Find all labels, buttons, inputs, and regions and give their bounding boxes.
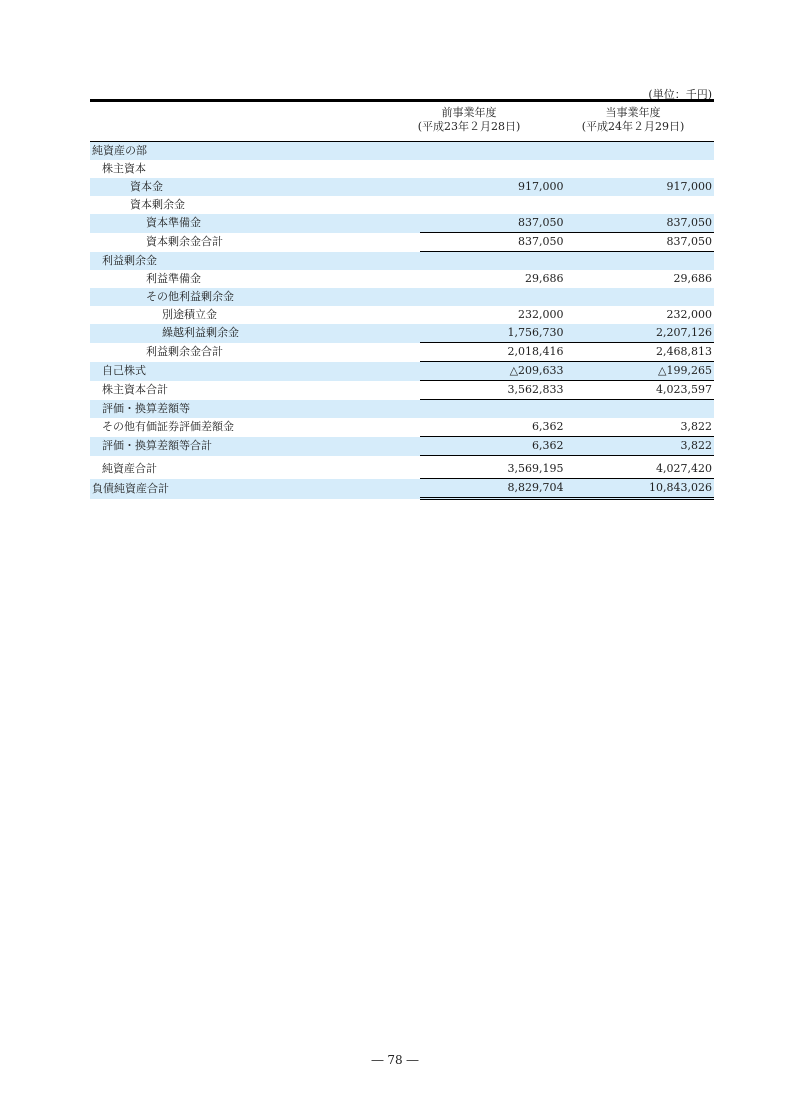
- table-row: [90, 324, 714, 343]
- curr-value: [566, 196, 714, 214]
- prev-value: 3,562,833: [420, 381, 566, 400]
- prev-value: [420, 142, 566, 160]
- prev-value: [420, 196, 566, 214]
- table-header: [90, 104, 714, 140]
- table-row: [90, 233, 714, 252]
- row-label: 利益剰余金: [90, 252, 420, 271]
- row-label: その他利益剰余金: [90, 288, 420, 306]
- curr-value: 4,023,597: [566, 381, 714, 400]
- curr-value: 3,822: [566, 437, 714, 456]
- curr-value: △199,265: [566, 362, 714, 381]
- row-label: 純資産合計: [102, 462, 157, 476]
- prev-value: 2,018,416: [420, 343, 566, 362]
- row-label: 株主資本: [102, 162, 146, 175]
- table-row: [90, 460, 714, 479]
- prev-value: [420, 400, 566, 419]
- curr-value: 232,000: [666, 308, 712, 321]
- curr-period-date: (平成24年２月29日): [581, 120, 685, 133]
- table-row: [90, 306, 714, 324]
- row-label: 利益準備金: [146, 272, 201, 285]
- balance-sheet-table: [90, 142, 714, 500]
- row-label: 資本剰余金: [130, 198, 185, 211]
- curr-value: 2,468,813: [566, 343, 714, 362]
- row-label: 資本剰余金合計: [146, 235, 223, 248]
- table-row: [90, 288, 714, 306]
- curr-period-header: [548, 106, 718, 134]
- table-row: [90, 479, 714, 499]
- curr-value: [566, 288, 714, 306]
- table-row: [90, 178, 714, 196]
- prev-period-title: 前事業年度: [441, 106, 497, 119]
- curr-value: 2,207,126: [566, 324, 714, 343]
- prev-value: 6,362: [420, 437, 566, 456]
- row-label: 資本金: [90, 178, 420, 196]
- prev-value: 1,756,730: [420, 324, 566, 343]
- row-label: 別途積立金: [162, 308, 217, 321]
- curr-value: 837,050: [566, 214, 714, 233]
- prev-value: 837,050: [420, 233, 566, 252]
- row-label: その他有価証券評価差額金: [102, 420, 234, 434]
- unit-label: (単位：千円): [648, 88, 712, 101]
- prev-value: 8,829,704: [420, 479, 566, 499]
- row-label: 株主資本合計: [102, 383, 168, 396]
- table-row: [90, 381, 714, 400]
- table-row: [90, 400, 714, 419]
- row-label: 評価・換算差額等: [90, 400, 420, 419]
- row-label: 自己株式: [90, 362, 420, 381]
- row-label: 利益剰余金合計: [146, 345, 223, 358]
- table-row: [90, 196, 714, 214]
- prev-period-date: (平成23年２月28日): [417, 120, 521, 133]
- table-row: [90, 343, 714, 362]
- table-row: [90, 270, 714, 288]
- curr-value: [566, 160, 714, 178]
- curr-value: 3,822: [566, 418, 714, 437]
- curr-period-title: 当事業年度: [605, 106, 661, 119]
- prev-value: 917,000: [420, 178, 566, 196]
- curr-value: 917,000: [566, 178, 714, 196]
- table-row: [90, 214, 714, 233]
- prev-period-header: [384, 106, 554, 134]
- curr-value: [566, 252, 714, 271]
- curr-value: 837,050: [566, 233, 714, 252]
- table-row: [90, 160, 714, 178]
- prev-value: [420, 160, 566, 178]
- row-label: 評価・換算差額等合計: [90, 437, 420, 456]
- table-row: [90, 142, 714, 160]
- prev-value: 3,569,195: [420, 460, 566, 479]
- row-label: 繰越利益剰余金: [90, 324, 420, 343]
- table-row: [90, 252, 714, 271]
- row-label: 負債純資産合計: [90, 479, 420, 499]
- prev-value: 232,000: [518, 308, 564, 321]
- table-top-rule: [90, 99, 714, 102]
- curr-value: [566, 400, 714, 419]
- table-row: [90, 418, 714, 437]
- table-row: [90, 362, 714, 381]
- page-number: ― 78 ―: [371, 1053, 419, 1067]
- prev-value: 6,362: [420, 418, 566, 437]
- prev-value: 837,050: [420, 214, 566, 233]
- row-label: 純資産の部: [90, 142, 420, 160]
- curr-value: 29,686: [673, 272, 712, 285]
- table-row: [90, 437, 714, 456]
- curr-value: 10,843,026: [566, 479, 714, 499]
- curr-value: [566, 142, 714, 160]
- prev-value: △209,633: [420, 362, 566, 381]
- prev-value: [420, 288, 566, 306]
- prev-value: [420, 252, 566, 271]
- curr-value: 4,027,420: [566, 460, 714, 479]
- row-label: 資本準備金: [90, 214, 420, 233]
- prev-value: 29,686: [525, 272, 564, 285]
